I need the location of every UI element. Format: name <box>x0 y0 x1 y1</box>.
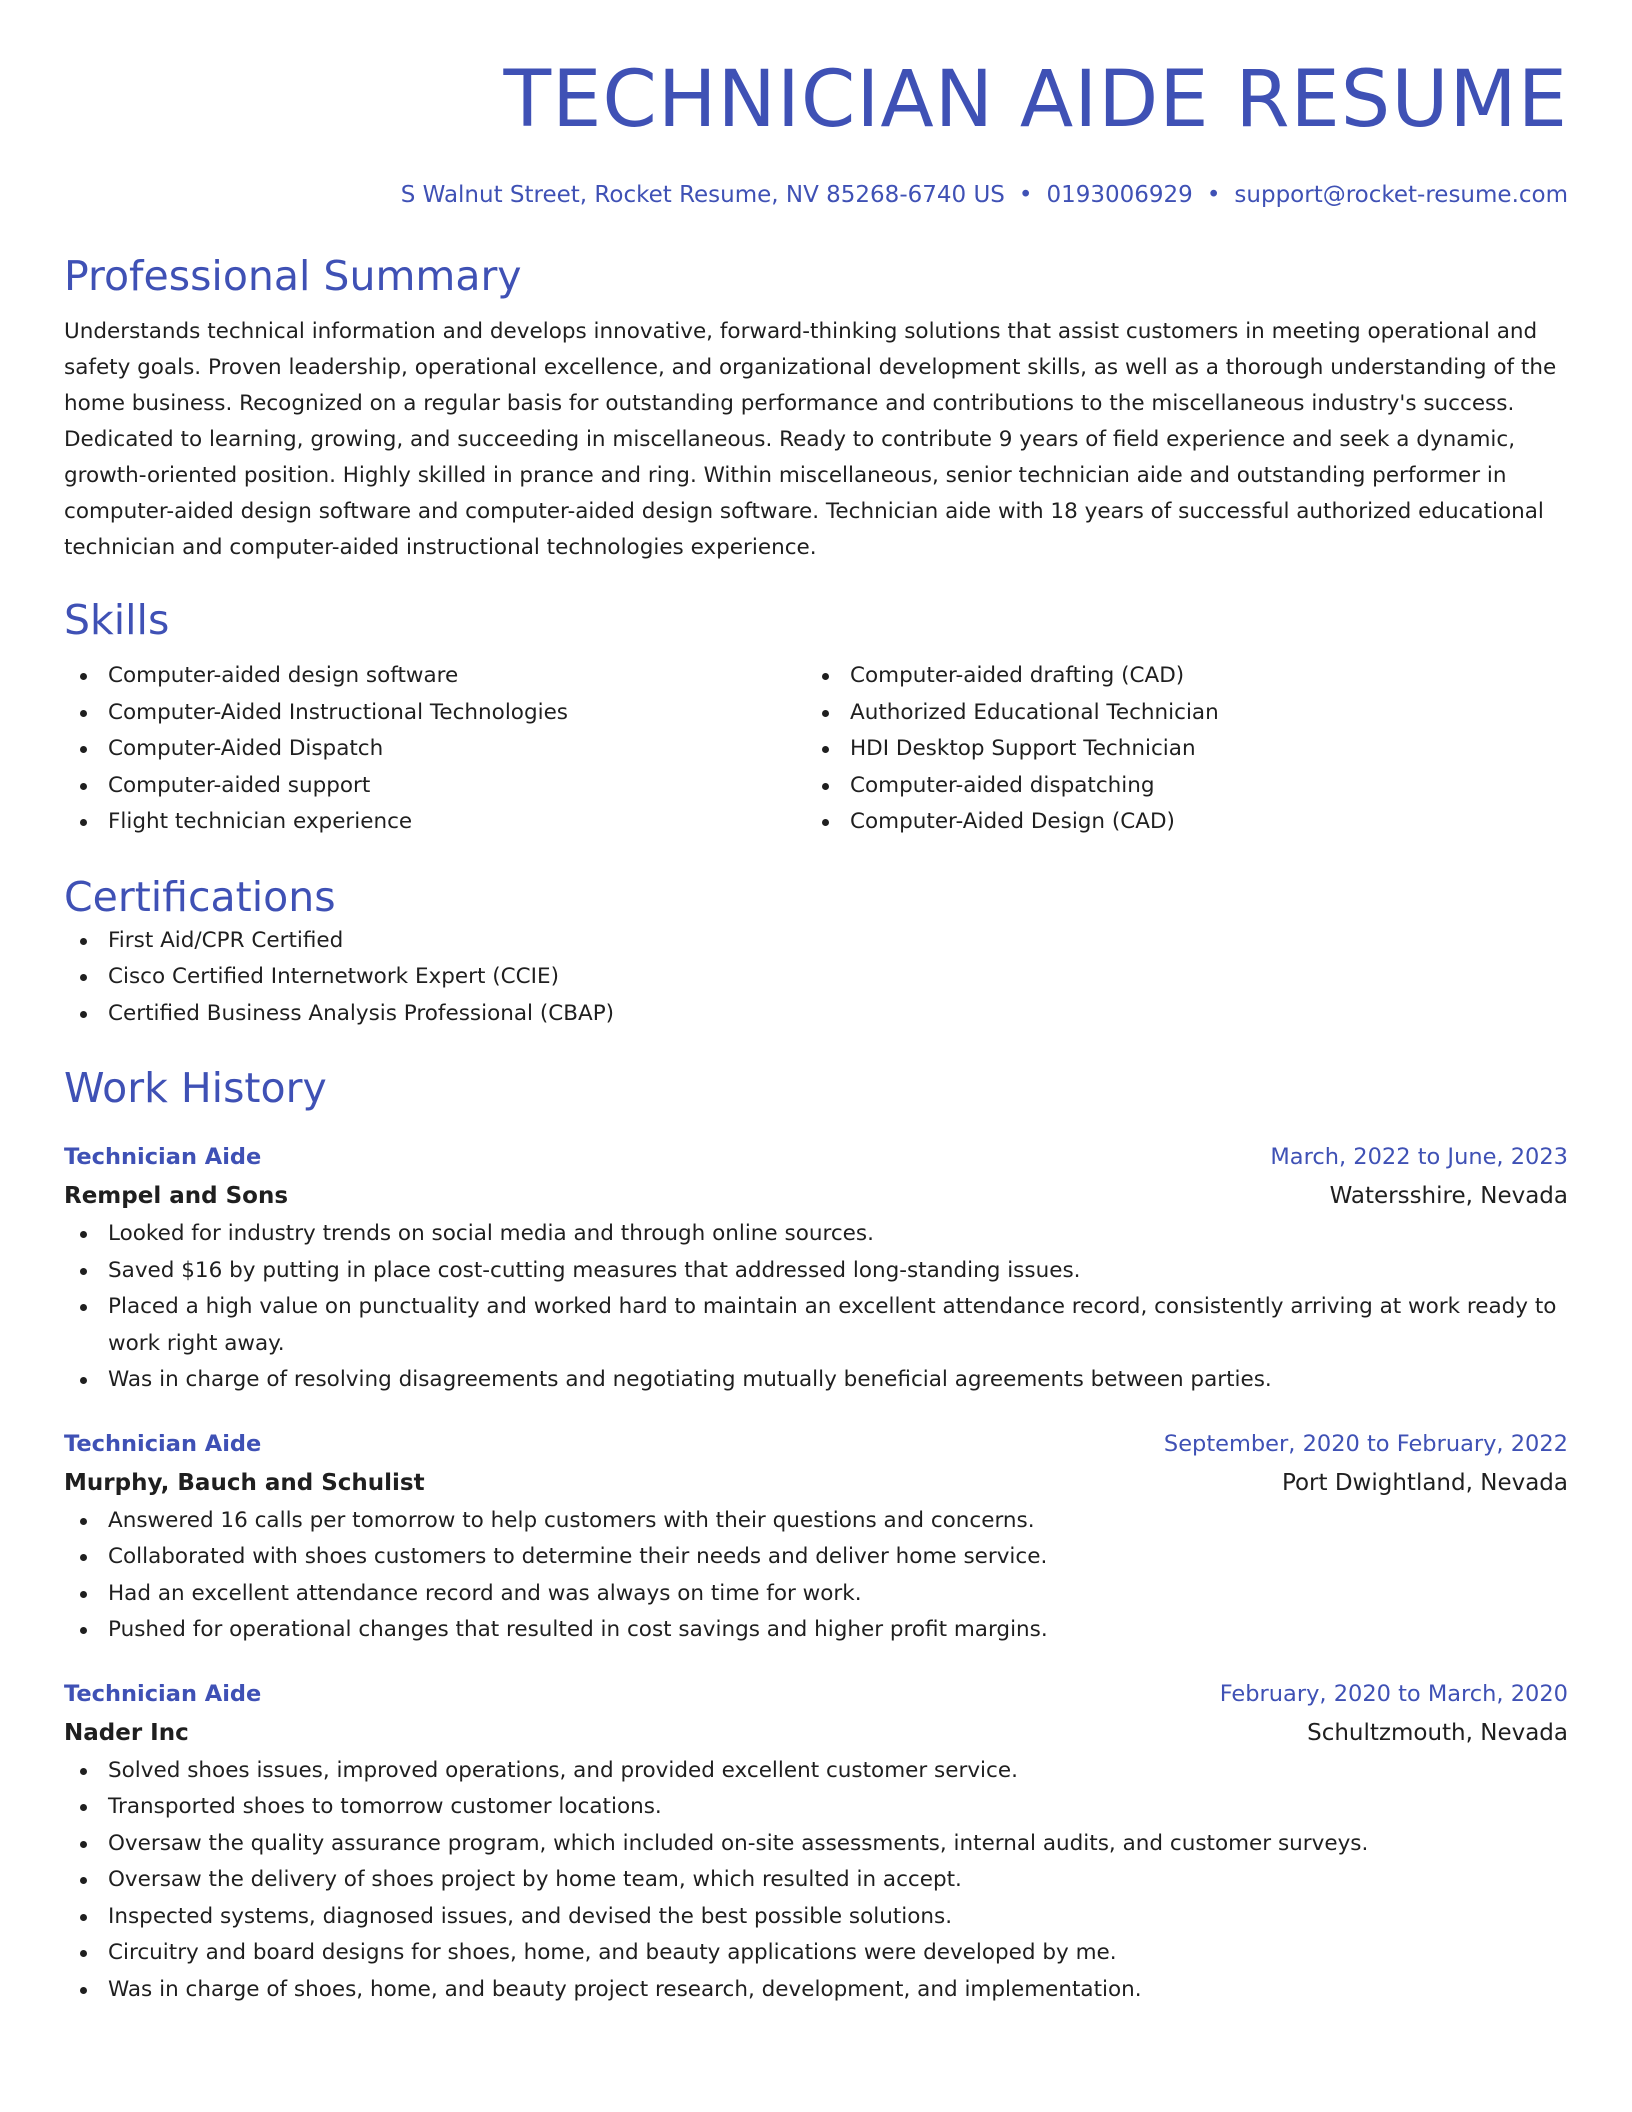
certification-item: Certified Business Analysis Professional (CBAP) <box>64 996 1568 1033</box>
job-bullet: Was in charge of shoes, home, and beauty project research, development, and implementation. <box>64 1972 1568 2009</box>
resume-page <box>64 50 1568 2008</box>
summary-text: Understands technical information and develops innovative, forward-thinking solutions that assist customers in meeting operational and safety goals. Proven leadership, operational excellence, and organizational development skills, as well as a thorough understanding of the home business. Recognized on a regular basis for outstanding performance and contributions to the miscellaneous industry's success. Dedicated to learning, growing, and succeeding in miscellaneous. Ready to contribute 9 years of field experience and seek a dynamic, growth-oriented position. Highly skilled in prance and ring. Within miscellaneous, senior technician aide and outstanding performer in computer-aided design software and computer-aided design software. Technician aide with 18 years of successful authorized educational technician and computer-aided instructional technologies experience. <box>64 319 1557 560</box>
work-history-heading: Work History <box>64 1064 327 1112</box>
job-bullet: Answered 16 calls per tomorrow to help customers with their questions and concerns. <box>64 1503 1568 1540</box>
job-dates: March, 2022 to June, 2023 <box>1270 1144 1568 1170</box>
skills-list-left <box>64 658 806 841</box>
job-dates: September, 2020 to February, 2022 <box>1163 1430 1568 1457</box>
skills-list-right <box>806 658 1548 841</box>
skill-item: Computer-aided dispatching <box>806 768 1548 805</box>
job-header <box>64 1675 1568 1713</box>
job-location: Port Dwightland, Nevada <box>1281 1469 1568 1496</box>
job-company: Rempel and Sons <box>64 1183 289 1209</box>
skill-item: Computer-aided support <box>64 768 806 805</box>
job-subheader <box>64 1463 1568 1503</box>
job-company: Nader Inc <box>64 1719 189 1746</box>
skills-column-right <box>806 658 1548 841</box>
job-bullet: Transported shoes to tomorrow customer locations. <box>64 1789 1568 1826</box>
certification-item: First Aid/CPR Certified <box>64 923 1568 960</box>
certifications-heading: Certifications <box>64 872 336 921</box>
job-bullet: Collaborated with shoes customers to determine their needs and deliver home service. <box>64 1539 1568 1576</box>
skill-item: Computer-Aided Instructional Technologies <box>64 695 806 732</box>
certifications-list <box>64 923 1568 1033</box>
job-title: Technician Aide <box>64 1430 262 1457</box>
job-bullet: Solved shoes issues, improved operations, and provided excellent customer service. <box>64 1753 1568 1790</box>
contact-email[interactable]: support@rocket-resume.com <box>1234 182 1568 208</box>
skills-heading: Skills <box>64 596 170 644</box>
job-bullets <box>64 1503 1568 1649</box>
job-bullet: Oversaw the quality assurance program, which included on-site assessments, internal audits, and customer surveys. <box>64 1826 1568 1863</box>
job-bullet: Looked for industry trends on social media and through online sources. <box>64 1216 1568 1253</box>
skill-item: Flight technician experience <box>64 804 806 841</box>
job-bullet: Saved $16 by putting in place cost-cutting measures that addressed long-standing issues. <box>64 1253 1568 1290</box>
job-entry <box>64 1138 1568 1399</box>
job-location: Schultzmouth, Nevada <box>1307 1719 1568 1746</box>
contact-separator: • <box>1206 182 1221 208</box>
contact-address: S Walnut Street, Rocket Resume, NV 85268-6740 US <box>400 182 1005 208</box>
contact-line <box>64 178 1568 212</box>
job-title: Technician Aide <box>64 1144 262 1170</box>
skill-item: Computer-Aided Dispatch <box>64 731 806 768</box>
job-bullet: Oversaw the delivery of shoes project by home team, which resulted in accept. <box>64 1862 1568 1899</box>
job-entry <box>64 1675 1568 2009</box>
job-header <box>64 1138 1568 1176</box>
job-bullet: Placed a high value on punctuality and worked hard to maintain an excellent attendance record, consistently arriving at work ready to work right away. <box>64 1289 1568 1362</box>
skills-column-left <box>64 658 806 841</box>
contact-phone: 0193006929 <box>1046 182 1193 208</box>
skills-grid <box>64 658 1568 841</box>
skill-item: HDI Desktop Support Technician <box>806 731 1548 768</box>
job-location: Watersshire, Nevada <box>1329 1183 1568 1209</box>
job-header <box>64 1425 1568 1463</box>
job-subheader <box>64 1713 1568 1753</box>
certification-item: Cisco Certified Internetwork Expert (CCIE) <box>64 959 1568 996</box>
resume-title: TECHNICIAN AIDE RESUME <box>503 55 1568 145</box>
summary-heading: Professional Summary <box>64 252 522 300</box>
job-bullet: Circuitry and board designs for shoes, home, and beauty applications were developed by me. <box>64 1935 1568 1972</box>
job-bullet: Inspected systems, diagnosed issues, and devised the best possible solutions. <box>64 1899 1568 1936</box>
job-entry <box>64 1425 1568 1649</box>
job-subheader <box>64 1176 1568 1216</box>
job-bullet: Pushed for operational changes that resulted in cost savings and higher profit margins. <box>64 1612 1568 1649</box>
job-company: Murphy, Bauch and Schulist <box>64 1469 425 1496</box>
job-bullets <box>64 1216 1568 1399</box>
job-bullet: Was in charge of resolving disagreements and negotiating mutually beneficial agreements between parties. <box>64 1362 1568 1399</box>
job-bullets <box>64 1753 1568 2009</box>
job-dates: February, 2020 to March, 2020 <box>1219 1680 1568 1707</box>
skill-item: Computer-aided drafting (CAD) <box>806 658 1548 695</box>
job-title: Technician Aide <box>64 1680 262 1707</box>
job-bullet: Had an excellent attendance record and was always on time for work. <box>64 1576 1568 1613</box>
skill-item: Authorized Educational Technician <box>806 695 1548 732</box>
skill-item: Computer-Aided Design (CAD) <box>806 804 1548 841</box>
contact-separator: • <box>1018 182 1033 208</box>
skill-item: Computer-aided design software <box>64 658 806 695</box>
